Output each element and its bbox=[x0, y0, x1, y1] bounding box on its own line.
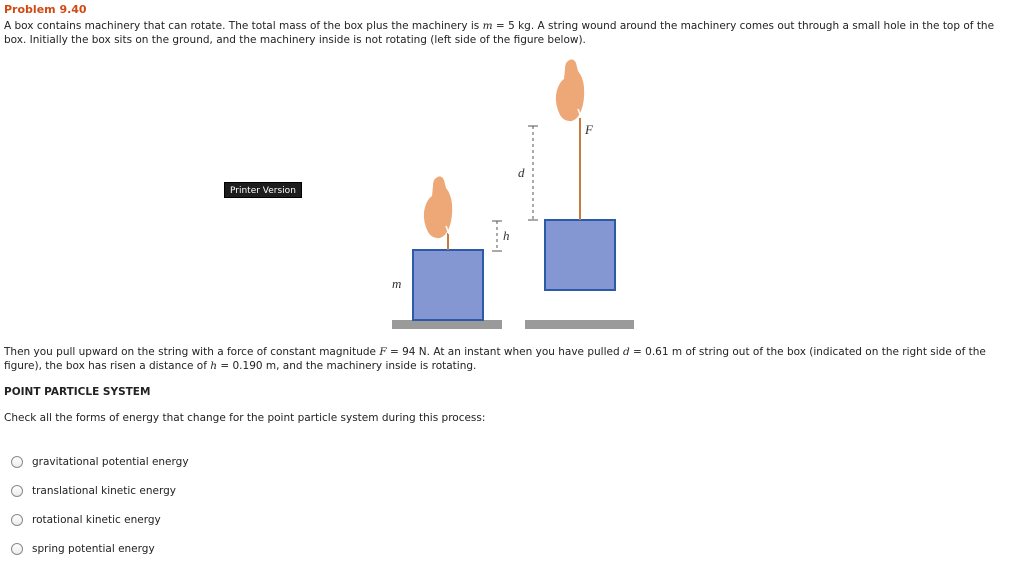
body-text-4: = 0.190 m, and the machinery inside is rotating. bbox=[217, 360, 477, 372]
body-var-F: F bbox=[379, 346, 387, 358]
option-label: rotational kinetic energy bbox=[32, 514, 161, 526]
option-rotational[interactable] bbox=[11, 512, 161, 528]
option-label: translational kinetic energy bbox=[32, 485, 176, 497]
option-spring[interactable] bbox=[11, 541, 155, 557]
problem-intro bbox=[4, 19, 1018, 47]
radio-button[interactable] bbox=[11, 514, 23, 526]
intro-text-2: = 5 kg. A string wound around the machinery comes out through a small hole in the top of the box. Initially the box sits on the ground, and the machinery inside is not rotating (left side of the figure below). bbox=[4, 20, 995, 46]
printer-version-button[interactable]: Printer Version bbox=[224, 182, 302, 198]
ground-left bbox=[392, 320, 502, 329]
label-F: F bbox=[585, 122, 593, 137]
ground-right bbox=[525, 320, 634, 329]
hand-left-icon bbox=[424, 176, 452, 238]
box-right bbox=[545, 220, 615, 290]
problem-body bbox=[4, 345, 1018, 373]
radio-button[interactable] bbox=[11, 456, 23, 468]
problem-title: Problem 9.40 bbox=[4, 3, 87, 16]
radio-button[interactable] bbox=[11, 485, 23, 497]
instruction-text: Check all the forms of energy that change for the point particle system during this process: bbox=[4, 412, 486, 424]
radio-button[interactable] bbox=[11, 543, 23, 555]
option-label: spring potential energy bbox=[32, 543, 155, 555]
label-d: d bbox=[518, 165, 525, 180]
hand-right-icon bbox=[556, 59, 584, 121]
option-translational[interactable] bbox=[11, 483, 176, 499]
label-h: h bbox=[503, 228, 510, 243]
intro-var-m: m bbox=[482, 20, 493, 32]
box-left bbox=[413, 250, 483, 320]
option-label: gravitational potential energy bbox=[32, 456, 189, 468]
label-m: m bbox=[392, 276, 402, 291]
body-text-2: = 94 N. At an instant when you have pulled bbox=[386, 346, 623, 358]
intro-text-1: A box contains machinery that can rotate. The total mass of the box plus the machinery is bbox=[4, 20, 483, 32]
body-text-3: = 0.61 m of string out of the box (indicated on the right side of the figure), the box has risen a distance of bbox=[4, 346, 986, 372]
body-var-h: h bbox=[210, 360, 218, 372]
body-text-1: Then you pull upward on the string with a force of constant magnitude bbox=[4, 346, 380, 358]
section-heading: POINT PARTICLE SYSTEM bbox=[4, 386, 151, 398]
body-var-d: d bbox=[622, 346, 630, 358]
option-gravitational[interactable] bbox=[11, 454, 189, 470]
